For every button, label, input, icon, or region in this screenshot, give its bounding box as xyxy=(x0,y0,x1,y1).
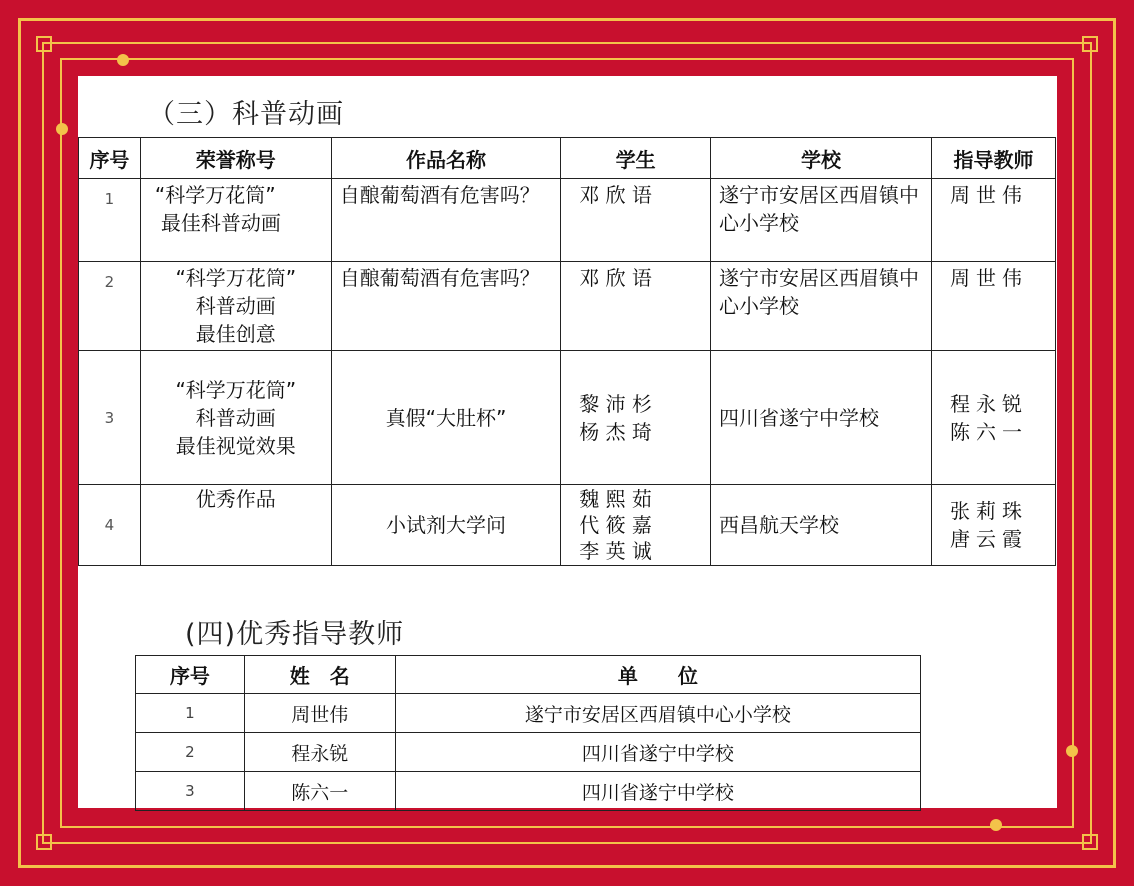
header-unit: 单 位 xyxy=(395,656,920,694)
students-cell xyxy=(561,179,711,262)
table-row xyxy=(136,733,921,772)
honor-line: “科学万花筒” xyxy=(175,266,297,290)
school-cell xyxy=(711,485,932,566)
school-cell xyxy=(711,351,932,485)
corner-ornament-tr xyxy=(1082,36,1098,52)
gold-dot-bottom xyxy=(990,819,1002,831)
gold-dot-right xyxy=(1066,745,1078,757)
header-index: 序号 xyxy=(136,656,245,694)
students-cell xyxy=(561,262,711,351)
school-cell xyxy=(711,262,932,351)
honor-line: “科学万花筒” xyxy=(154,183,276,207)
school-line: 遂宁市安居区西眉镇中 xyxy=(719,266,920,290)
table-header-row xyxy=(136,656,921,694)
student-name: 黎 沛 杉 xyxy=(579,391,652,416)
science-animation-table xyxy=(78,137,1056,566)
teacher-name: 陈六一 xyxy=(244,772,395,811)
teacher-unit: 遂宁市安居区西眉镇中心小学校 xyxy=(395,694,920,733)
section4-title: (四)优秀指导教师 xyxy=(185,619,405,650)
honor-cell xyxy=(140,179,331,262)
corner-ornament-tl xyxy=(36,36,52,52)
table-row xyxy=(79,179,1056,262)
teacher-name: 程永锐 xyxy=(950,391,1029,416)
section3-title: （三）科普动画 xyxy=(148,99,344,130)
honor-line: 优秀作品 xyxy=(195,487,276,511)
work-title: 自酿葡萄酒有危害吗？ xyxy=(331,179,560,262)
teachers-cell xyxy=(932,179,1056,262)
table-row xyxy=(79,485,1056,566)
row-index: 3 xyxy=(136,772,245,811)
table-row xyxy=(136,694,921,733)
teacher-name: 周世伟 xyxy=(244,694,395,733)
school-line: 遂宁市安居区西眉镇中 xyxy=(719,183,920,207)
honor-cell xyxy=(140,262,331,351)
teacher-name: 张莉珠 xyxy=(950,499,1029,523)
table-row xyxy=(136,772,921,811)
row-index: 1 xyxy=(79,179,141,262)
work-title: 自酿葡萄酒有危害吗？ xyxy=(331,262,560,351)
honor-line: 最佳科普动画 xyxy=(160,211,281,235)
student-name: 杨 杰 琦 xyxy=(579,419,652,444)
school-line: 心小学校 xyxy=(719,211,800,235)
students-cell xyxy=(561,485,711,566)
teacher-name: 周世伟 xyxy=(950,183,1029,207)
work-title: 小试剂大学问 xyxy=(331,485,560,566)
honor-cell xyxy=(140,485,331,566)
teachers-cell xyxy=(932,351,1056,485)
row-index: 2 xyxy=(136,733,245,772)
teacher-unit: 四川省遂宁中学校 xyxy=(395,733,920,772)
corner-ornament-br xyxy=(1082,834,1098,850)
row-index: 1 xyxy=(136,694,245,733)
teacher-unit: 四川省遂宁中学校 xyxy=(395,772,920,811)
student-name: 李 英 诚 xyxy=(579,539,652,563)
teacher-name: 程永锐 xyxy=(244,733,395,772)
school-line: 西昌航天学校 xyxy=(719,513,840,537)
header-student: 学生 xyxy=(561,138,711,179)
gold-dot-top xyxy=(117,54,129,66)
table-row xyxy=(79,351,1056,485)
row-index: 3 xyxy=(79,351,141,485)
school-cell xyxy=(711,179,932,262)
header-index: 序号 xyxy=(79,138,141,179)
teachers-cell xyxy=(932,485,1056,566)
school-line: 心小学校 xyxy=(719,294,800,318)
work-title: 真假“大肚杯” xyxy=(331,351,560,485)
honor-line: 科普动画 xyxy=(195,294,276,318)
honor-line: 最佳创意 xyxy=(195,322,276,346)
header-school: 学校 xyxy=(711,138,932,179)
header-honor: 荣誉称号 xyxy=(140,138,331,179)
table-row xyxy=(79,262,1056,351)
student-name: 魏 熙 茹 xyxy=(579,487,652,511)
teacher-name: 唐云霞 xyxy=(950,527,1029,551)
student-name: 邓 欣 语 xyxy=(579,183,652,207)
corner-ornament-bl xyxy=(36,834,52,850)
header-work: 作品名称 xyxy=(331,138,560,179)
excellent-teachers-table xyxy=(135,655,921,811)
honor-line: 科普动画 xyxy=(195,405,276,430)
teachers-cell xyxy=(932,262,1056,351)
row-index: 2 xyxy=(79,262,141,351)
student-name: 代 筱 嘉 xyxy=(579,513,652,537)
students-cell xyxy=(561,351,711,485)
header-name: 姓 名 xyxy=(244,656,395,694)
teacher-name: 周世伟 xyxy=(950,266,1029,290)
student-name: 邓 欣 语 xyxy=(579,266,652,290)
row-index: 4 xyxy=(79,485,141,566)
gold-dot-left xyxy=(56,123,68,135)
teacher-name: 陈六一 xyxy=(950,419,1029,444)
honor-cell xyxy=(140,351,331,485)
honor-line: 最佳视觉效果 xyxy=(175,433,296,458)
school-line: 四川省遂宁中学校 xyxy=(719,405,880,430)
header-teacher: 指导教师 xyxy=(932,138,1056,179)
table-header-row xyxy=(79,138,1056,179)
honor-line: “科学万花筒” xyxy=(175,377,297,402)
